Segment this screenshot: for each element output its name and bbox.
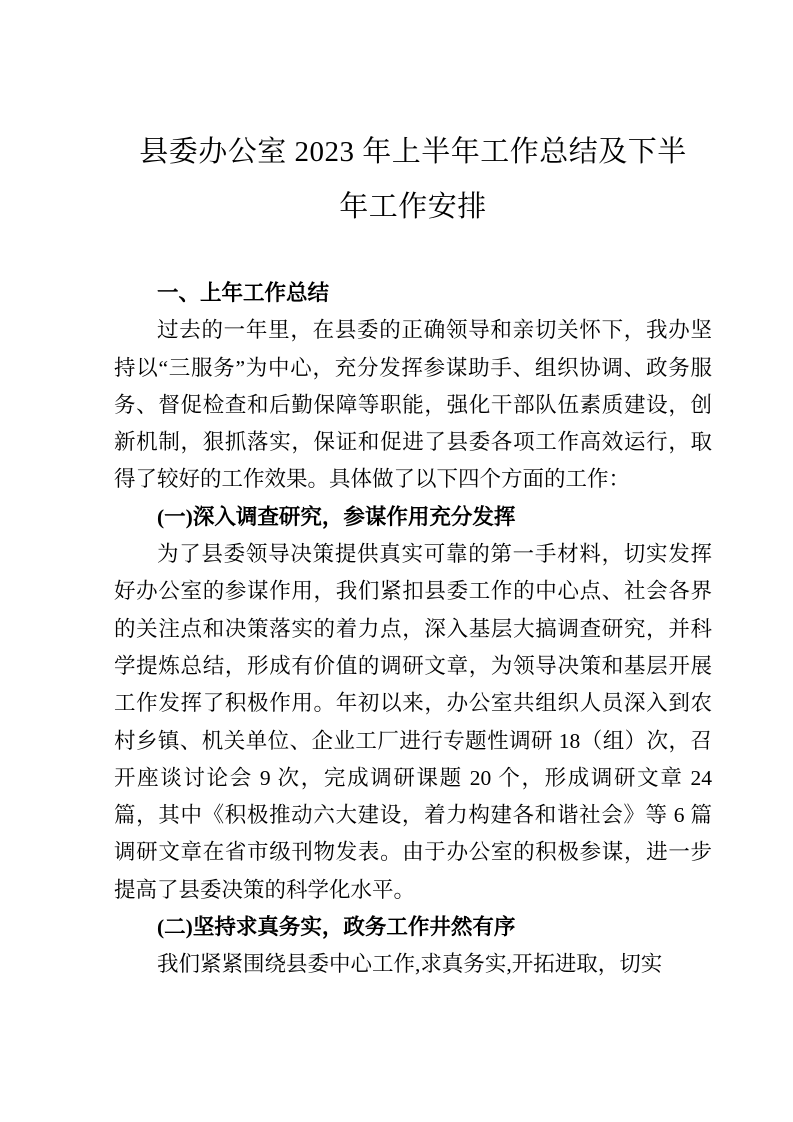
paragraph-pragmatic-government-affairs: 我们紧紧围绕县委中心工作,求真务实,开拓进取，切实 bbox=[157, 952, 663, 977]
sub-heading-pragmatic-government-affairs: (二)坚持求真务实，政务工作井然有序 bbox=[157, 915, 516, 940]
document-title-line-2: 年工作安排 bbox=[339, 191, 487, 223]
paragraph-overview: 过去的一年里，在县委的正确领导和亲切关怀下，我办坚持以“三服务”为中心，充分发挥参谋助手、组织协调、政务服务、督促检查和后勤保障等职能，强化干部队伍素质建设，创新机制，狠抓落实，保证和促进了县委各项工作高效运行，取得了较好的工作效果。具体做了以下四个方面的工作： bbox=[114, 318, 712, 492]
paragraph-investigation-research: 为了县委领导决策提供真实可靠的第一手材料，切实发挥好办公室的参谋作用，我们紧扣县委工作的中心点、社会各界的关注点和决策落实的着力点，深入基层大搞调查研究，并科学提炼总结，形成有价值的调研文章，为领导决策和基层开展工作发挥了积极作用。年初以来，办公室共组织人员深入到农村乡镇、机关单位、企业工厂进行专题性调研 18（组）次，召开座谈讨论会 9 次，完成调研课题 20 个，形成调研文章 24 篇，其中《积极推动六大建设，着力构建各和谐社会》等 6 篇调研文章在省市级刊物发表。由于办公室的积极参谋，进一步提高了县委决策的科学化水平。 bbox=[114, 542, 712, 902]
sub-heading-investigation-research: (一)深入调查研究，参谋作用充分发挥 bbox=[157, 504, 516, 529]
document-title bbox=[114, 125, 712, 235]
document-title-line-1: 县委办公室 2023 年上半年工作总结及下半 bbox=[139, 136, 687, 168]
section-heading-work-summary: 一、上年工作总结 bbox=[157, 281, 330, 305]
